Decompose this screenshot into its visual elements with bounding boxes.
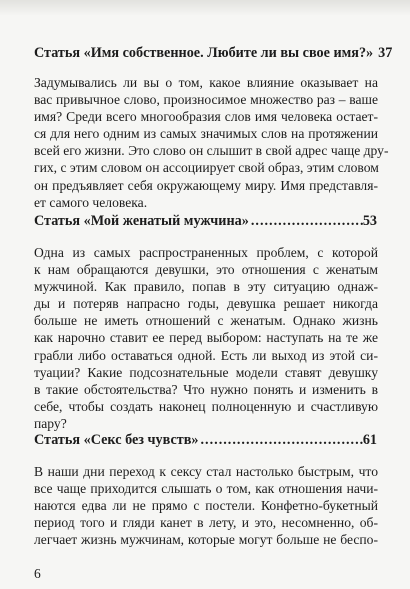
- page-number: 6: [34, 566, 41, 581]
- article-summary: [34, 74, 389, 211]
- summary-line: ся для него одним из самых значимых слов на протяжении: [34, 126, 378, 142]
- summary-line: легчает жизнь мужчинам, которые могут больше не беспо-: [34, 532, 378, 548]
- toc-leader-dots: [249, 213, 363, 230]
- summary-line: больше не иметь отношений с женатым. Однако жизнь: [34, 313, 378, 329]
- summary-line: в такие обстоятельства? Что нужно понять и изменить в: [34, 381, 378, 397]
- page-top-shadow: [0, 0, 410, 16]
- toc-entry-page: 53: [362, 213, 377, 229]
- summary-line: наются едва ли не прямо с постели. Конфетно-букетный: [34, 498, 378, 514]
- toc-entry-name-article: [34, 45, 393, 62]
- toc-entry-title: Статья «Имя собственное. Любите ли вы свое имя?»: [34, 45, 374, 61]
- summary-line: грабли либо оставаться одной. Есть ли выход из этой си-: [34, 347, 378, 363]
- summary-line: вас привычное слово, произносимое множество раз – ваше: [34, 92, 378, 108]
- summary-line: Одна из самых распространенных проблем, с которой: [34, 245, 378, 260]
- summary-line: туации? Какие подсознательные модели ставят девушку: [34, 364, 378, 380]
- summary-line: к нам обращаются девушки, это отношения с женатым: [34, 262, 378, 278]
- toc-entry-married-man-article: [34, 213, 377, 230]
- toc-entry-sex-article: [34, 432, 377, 449]
- summary-line: ет самого человека.: [34, 194, 148, 210]
- summary-line: гих, с этим словом он ассоциирует свой образ, этим словом: [34, 160, 379, 176]
- summary-line: себе, чтобы создать наконец полноценную и счастливую: [34, 398, 378, 414]
- summary-line: В наши дни переход к сексу стал настолько быстрым, что: [34, 464, 378, 479]
- toc-entry-page: 37: [378, 45, 393, 61]
- summary-line: ды и потеряв напрасно годы, девушка решает никогда: [34, 296, 378, 312]
- toc-entry-title: Статья «Секс без чувств»: [34, 432, 199, 448]
- summary-line: он предъявляет себя окружающему миру. Имя представля-: [34, 177, 378, 193]
- toc-entry-page: 61: [362, 432, 377, 448]
- summary-line: всей его жизни. Это слово он слышит в свой адрес чаще дру-: [34, 143, 389, 159]
- summary-line: все чаще приходится слышать о том, как отношения начи-: [34, 481, 378, 497]
- summary-line: мужчиной. Как правило, попав в эту ситуацию однаж-: [34, 279, 378, 295]
- article-summary: [34, 463, 378, 548]
- article-summary: [34, 244, 378, 432]
- summary-line: как нарочно ставит ее перед выбором: наступать на те же: [34, 330, 378, 346]
- summary-line: имя? Среди всего многообразия слов имя человека остает-: [34, 109, 378, 125]
- toc-leader-dots: [199, 432, 363, 449]
- summary-line: период того и гляди канет в лету, и это, несомненно, об-: [34, 515, 378, 531]
- summary-line: Задумывались ли вы о том, какое влияние оказывает на: [34, 75, 378, 90]
- toc-entry-title: Статья «Мой женатый мужчина»: [34, 213, 249, 229]
- summary-line: пару?: [34, 415, 67, 431]
